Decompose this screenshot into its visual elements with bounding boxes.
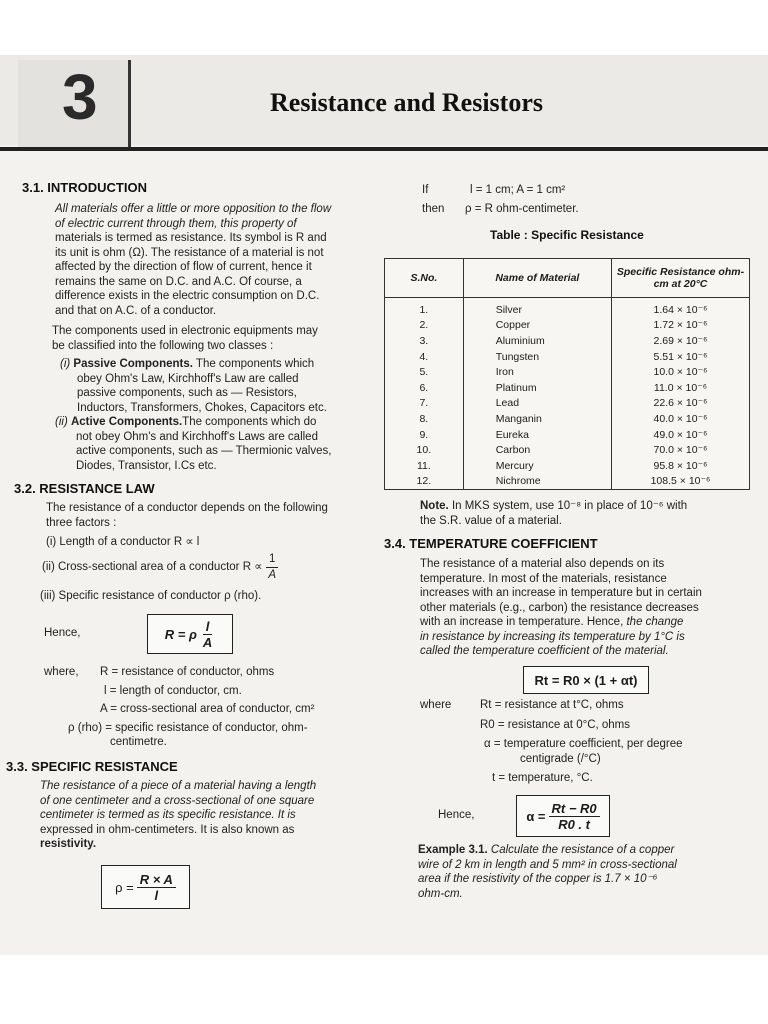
bold-term: resistivity. [40, 838, 97, 850]
table-row [385, 298, 750, 318]
column-header: Name of Material [463, 259, 611, 298]
specific-resistance-cell: 11.0 × 10⁻⁶ [611, 380, 749, 396]
text-line: wire of 2 km in length and 5 mm² in cross-sectional [418, 858, 677, 871]
text-line: obey Ohm's Law, Kirchhoff's Law are called [77, 372, 299, 385]
table-row [385, 474, 750, 490]
text-line: the change [623, 616, 684, 628]
material-name-cell: Iron [463, 364, 611, 380]
serial-number-cell: 2. [385, 318, 464, 334]
definition-line: α = temperature coefficient, per degree [484, 738, 683, 750]
text-line: other materials (e.g., carbon) the resistance decreases [420, 601, 699, 614]
passive-components-item [60, 357, 370, 415]
text-line: remains the same on D.C. and A.C. Of course, a [55, 275, 302, 288]
table-row [385, 349, 750, 365]
material-name-cell: Nichrome [463, 474, 611, 490]
note-paragraph [420, 499, 760, 528]
text-line: be classified into the following two classes : [52, 339, 274, 352]
material-name-cell: Carbon [463, 442, 611, 458]
header-rule [0, 147, 768, 151]
text-line: The components which [192, 358, 315, 370]
serial-number-cell: 6. [385, 380, 464, 396]
chapter-title: Resistance and Resistors [270, 88, 543, 117]
example-paragraph [418, 843, 763, 901]
text-line: of one centimeter and a cross-sectional of one square [40, 794, 315, 807]
specific-resistance-cell: 22.6 × 10⁻⁶ [611, 396, 749, 412]
table-header-row [385, 259, 750, 298]
definition-line: l = length of conductor, cm. [104, 684, 242, 697]
definition-line: centigrade (/°C) [520, 752, 601, 765]
serial-number-cell: 1. [385, 298, 464, 318]
example-label: Example 3.1. [418, 844, 488, 856]
definition-line: R0 = resistance at 0°C, ohms [480, 718, 631, 731]
table-row [385, 458, 750, 474]
table-row [385, 411, 750, 427]
specific-resistance-cell: 1.64 × 10⁻⁶ [611, 298, 749, 318]
if-condition: l = 1 cm; A = 1 cm² [470, 184, 566, 196]
material-name-cell: Tungsten [463, 349, 611, 365]
temperature-definitions [480, 698, 760, 786]
chapter-number: 3 [62, 61, 96, 133]
fraction [137, 872, 176, 903]
text-line: and that on A.C. of a conductor. [55, 304, 217, 317]
material-name-cell: Eureka [463, 427, 611, 443]
table-row [385, 427, 750, 443]
definition-line: centimetre. [110, 736, 167, 748]
factor-area [42, 552, 279, 582]
definition-line: t = temperature, °C. [492, 772, 593, 784]
text-line: The resistance of a piece of a material having a length [40, 780, 317, 792]
specific-resistance-cell: 95.8 × 10⁻⁶ [611, 458, 749, 474]
specific-resistance-cell: 40.0 × 10⁻⁶ [611, 411, 749, 427]
text-line: Diodes, Transistor, I.Cs etc. [76, 459, 217, 472]
material-name-cell: Platinum [463, 380, 611, 396]
numerator: Rt − R0 [549, 801, 600, 817]
hence-label-temp: Hence, [438, 809, 475, 821]
text-line: The components used in electronic equipments may [52, 325, 318, 337]
text-line: called the temperature coefficient of the material. [420, 645, 669, 657]
text-line: The resistance of a material also depends on its [420, 558, 665, 570]
temperature-coefficient-paragraph [420, 557, 760, 659]
denominator: A [202, 634, 213, 650]
serial-number-cell: 12. [385, 474, 464, 490]
list-marker: (ii) [55, 416, 68, 428]
serial-number-cell: 3. [385, 333, 464, 349]
text-line: Calculate the resistance of a copper [487, 844, 675, 856]
text-line: difference exists in the electric consumption on D.C. [55, 290, 320, 302]
table-row [385, 442, 750, 458]
text-line: the S.R. value of a material. [420, 514, 562, 527]
where-label: where, [44, 666, 79, 678]
text-line: All materials offer a little or more opposition to the flow [55, 203, 332, 215]
hence-label: Hence, [44, 627, 81, 639]
table-row [385, 318, 750, 334]
table-row [385, 396, 750, 412]
material-name-cell: Manganin [463, 411, 611, 427]
denominator: A [268, 568, 277, 581]
specific-resistance-cell: 70.0 × 10⁻⁶ [611, 442, 749, 458]
denominator: l [154, 887, 159, 903]
column-header: S.No. [385, 259, 464, 298]
section-heading-resistance-law: 3.2. RESISTANCE LAW [14, 481, 155, 496]
numerator: 1 [266, 552, 278, 568]
formula-lhs: α = [526, 808, 546, 824]
text-line: centimeter is termed as its specific resistance. It is [40, 809, 296, 821]
definition-line: R = resistance of conductor, ohms [100, 666, 275, 678]
column-header: Specific Resistance ohm-cm at 20°C [611, 259, 749, 298]
active-components-item [55, 415, 370, 473]
text-line: The components which do [182, 416, 317, 428]
text-line: increases with an increase in temperature but in certain [420, 587, 702, 599]
formula-lhs: ρ = [115, 879, 134, 895]
resistance-formula-box [147, 614, 233, 654]
text-line: active components, such as — Thermionic valves, [76, 445, 332, 457]
factor-area-text: (ii) Cross-sectional area of a conductor R ∝ [42, 560, 263, 573]
specific-resistance-cell: 10.0 × 10⁻⁶ [611, 364, 749, 380]
text-line: temperature. In most of the materials, resistance [420, 572, 667, 585]
text-line: of electric current through them, this property of [55, 217, 297, 230]
fraction [265, 552, 279, 582]
definition-line: A = cross-sectional area of conductor, cm² [100, 703, 315, 715]
specific-resistance-cell: 108.5 × 10⁻⁶ [611, 474, 749, 490]
text-line: its unit is ohm (Ω). The resistance of a material is not [55, 246, 324, 259]
numerator: R × A [137, 872, 176, 888]
definition-line: Rt = resistance at t°C, ohms [480, 699, 624, 711]
table-row [385, 380, 750, 396]
list-marker: (i) [60, 358, 71, 370]
denominator: R0 . t [558, 816, 590, 832]
specific-resistance-table [384, 258, 750, 490]
text-line: with an increase in temperature. Hence, [420, 616, 624, 628]
text-line: in resistance by increasing its temperature by 1°C is [420, 630, 685, 643]
specific-resistance-paragraph [40, 779, 370, 852]
table-row [385, 333, 750, 349]
where-label-temp: where [420, 699, 452, 711]
text-line: Inductors, Transformers, Chokes, Capacitors etc. [77, 401, 327, 414]
note-label: Note. [420, 500, 449, 512]
intro-paragraph [55, 202, 370, 318]
section-heading-temperature-coefficient: 3.4. TEMPERATURE COEFFICIENT [384, 536, 598, 551]
material-name-cell: Mercury [463, 458, 611, 474]
classes-paragraph [52, 324, 372, 353]
text-line: affected by the direction of flow of current, hence it [55, 261, 312, 273]
if-label: If [422, 184, 429, 196]
text-line: expressed in ohm-centimeters. It is also known as [40, 823, 295, 836]
then-label: then [422, 203, 445, 215]
section-heading-intro: 3.1. INTRODUCTION [22, 180, 147, 195]
section-heading-specific-resistance: 3.3. SPECIFIC RESISTANCE [6, 759, 178, 774]
serial-number-cell: 5. [385, 364, 464, 380]
fraction [549, 801, 600, 832]
specific-resistance-cell: 1.72 × 10⁻⁶ [611, 318, 749, 334]
formula-lhs: R = ρ [164, 626, 197, 642]
serial-number-cell: 11. [385, 458, 464, 474]
temperature-formula-box: Rt = R0 × (1 + αt) [523, 666, 649, 694]
text-line: area if the resistivity of the copper is 1.7 × 10⁻⁶ [418, 873, 658, 885]
table-row [385, 364, 750, 380]
factor-length: (i) Length of a conductor R ∝ l [46, 536, 200, 548]
item-title: Active Components. [70, 416, 183, 428]
text-line: The resistance of a conductor depends on the following [46, 502, 328, 514]
serial-number-cell: 7. [385, 396, 464, 412]
resistivity-formula-box [101, 865, 190, 909]
fraction [200, 619, 215, 650]
material-name-cell: Copper [463, 318, 611, 334]
specific-resistance-cell: 2.69 × 10⁻⁶ [611, 333, 749, 349]
alpha-formula-box [516, 795, 610, 837]
text-line: three factors : [46, 516, 117, 529]
factor-specific-resistance: (iii) Specific resistance of conductor ρ (rho). [40, 590, 262, 602]
serial-number-cell: 9. [385, 427, 464, 443]
text-line: In MKS system, use 10⁻⁸ in place of 10⁻⁶ with [448, 500, 688, 512]
symbol-definitions [68, 665, 370, 750]
material-name-cell: Aluminium [463, 333, 611, 349]
text-line: ohm-cm. [418, 887, 463, 900]
specific-resistance-cell: 49.0 × 10⁻⁶ [611, 427, 749, 443]
serial-number-cell: 10. [385, 442, 464, 458]
material-name-cell: Silver [463, 298, 611, 318]
serial-number-cell: 4. [385, 349, 464, 365]
resistance-law-intro [46, 501, 371, 530]
material-name-cell: Lead [463, 396, 611, 412]
definition-line: ρ (rho) = specific resistance of conductor, ohm- [68, 721, 308, 734]
serial-number-cell: 8. [385, 411, 464, 427]
text-line: materials is termed as resistance. Its symbol is R and [55, 232, 327, 244]
numerator: l [203, 619, 213, 635]
table-title: Table : Specific Resistance [490, 228, 644, 242]
text-line: not obey Ohm's and Kirchhoff's Laws are called [76, 430, 318, 443]
item-title: Passive Components. [73, 358, 193, 370]
then-result: ρ = R ohm-centimeter. [465, 203, 579, 215]
specific-resistance-cell: 5.51 × 10⁻⁶ [611, 349, 749, 365]
text-line: passive components, such as — Resistors, [77, 387, 297, 399]
